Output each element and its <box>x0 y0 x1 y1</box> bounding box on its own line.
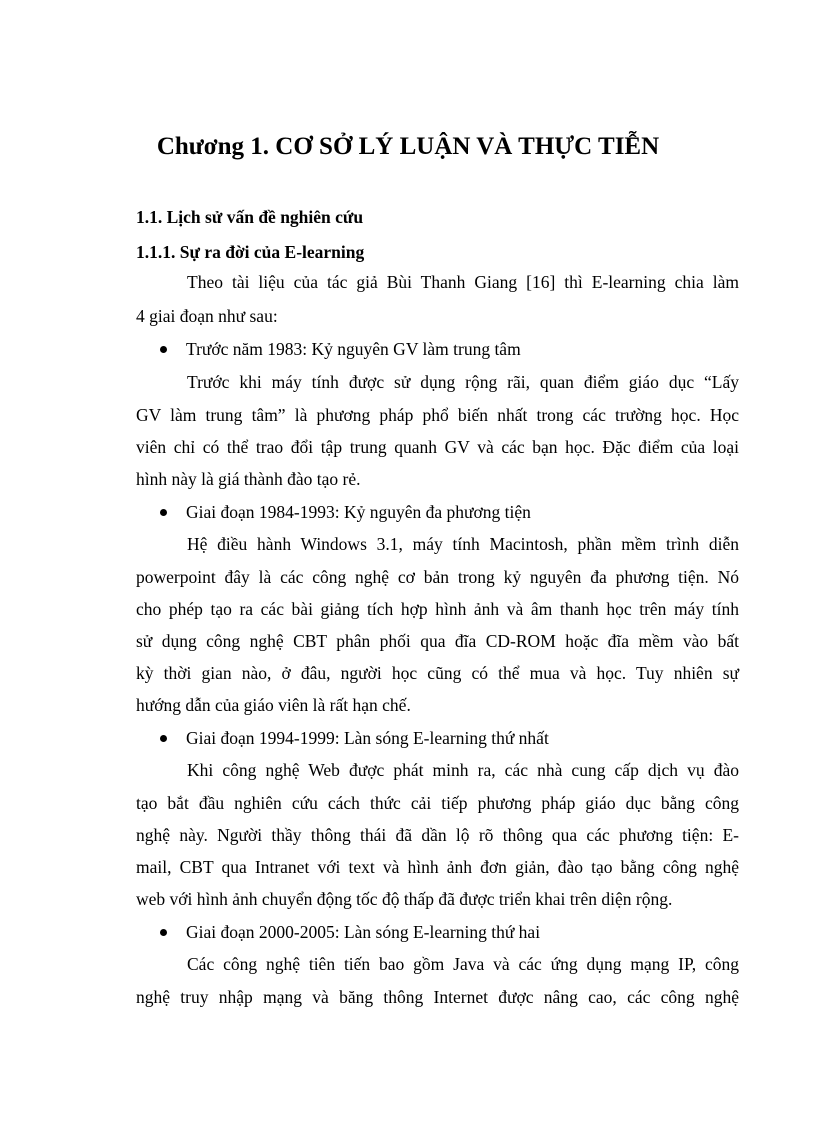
paragraph-line: Theo tài liệu của tác giả Bùi Thanh Giang [16] thì E-learning chia làm <box>187 272 739 292</box>
paragraph-line: web với hình ảnh chuyển động tốc độ thấp đã được triển khai trên diện rộng. <box>136 889 673 909</box>
bullet-icon <box>160 929 167 936</box>
paragraph-line: 4 giai đoạn như sau: <box>136 306 278 326</box>
paragraph-line: GV làm trung tâm” là phương pháp phổ biến nhất trong các trường học. Học <box>136 405 739 425</box>
bullet-icon <box>160 735 167 742</box>
paragraph-line: viên chỉ có thể trao đổi tập trung quanh GV và các bạn học. Đặc điểm của loại <box>136 437 739 457</box>
section-heading-1-1: 1.1. Lịch sử vấn đề nghiên cứu <box>136 207 364 227</box>
paragraph-line: mail, CBT qua Intranet với text và hình ảnh đơn giản, đào tạo bằng công nghệ <box>136 857 739 877</box>
paragraph-line: hướng dẫn của giáo viên là rất hạn chế. <box>136 695 411 715</box>
paragraph-line: powerpoint đây là các công nghệ cơ bản trong kỷ nguyên đa phương tiện. Nó <box>136 567 739 587</box>
paragraph-line: Khi công nghệ Web được phát minh ra, các nhà cung cấp dịch vụ đào <box>187 760 739 780</box>
paragraph-line: nghệ này. Người thầy thông thái đã dần lộ rõ thông qua các phương tiện: E- <box>136 825 739 845</box>
paragraph-line: Trước khi máy tính được sử dụng rộng rãi, quan điểm giáo dục “Lấy <box>187 372 739 392</box>
paragraph-line: Các công nghệ tiên tiến bao gồm Java và các ứng dụng mạng IP, công <box>187 954 739 974</box>
paragraph-line: sử dụng công nghệ CBT phân phối qua đĩa CD-ROM hoặc đĩa mềm vào bất <box>136 631 739 651</box>
bullet-item-title: Giai đoạn 1984-1993: Kỷ nguyên đa phương tiện <box>186 502 531 522</box>
paragraph-line: Hệ điều hành Windows 3.1, máy tính Macintosh, phần mềm trình diễn <box>187 534 739 554</box>
paragraph-line: cho phép tạo ra các bài giảng tích hợp hình ảnh và âm thanh học trên máy tính <box>136 599 739 619</box>
bullet-item-title: Giai đoạn 2000-2005: Làn sóng E-learning thứ hai <box>186 922 541 942</box>
bullet-icon <box>160 346 167 353</box>
paragraph-line: kỳ thời gian nào, ở đâu, người học cũng có thể mua và học. Tuy nhiên sự <box>136 663 739 683</box>
bullet-icon <box>160 509 167 516</box>
paragraph-line: tạo bắt đầu nghiên cứu cách thức cải tiếp phương pháp giáo dục bằng công <box>136 793 739 813</box>
bullet-item-title: Trước năm 1983: Kỷ nguyên GV làm trung tâm <box>186 339 521 359</box>
section-heading-1-1-1: 1.1.1. Sự ra đời của E-learning <box>136 242 365 262</box>
paragraph-line: hình này là giá thành đào tạo rẻ. <box>136 469 361 489</box>
paragraph-line: nghệ truy nhập mạng và băng thông Internet được nâng cao, các công nghệ <box>136 987 739 1007</box>
chapter-title: Chương 1. CƠ SỞ LÝ LUẬN VÀ THỰC TIỄN <box>156 133 660 160</box>
bullet-item-title: Giai đoạn 1994-1999: Làn sóng E-learning thứ nhất <box>186 728 549 748</box>
